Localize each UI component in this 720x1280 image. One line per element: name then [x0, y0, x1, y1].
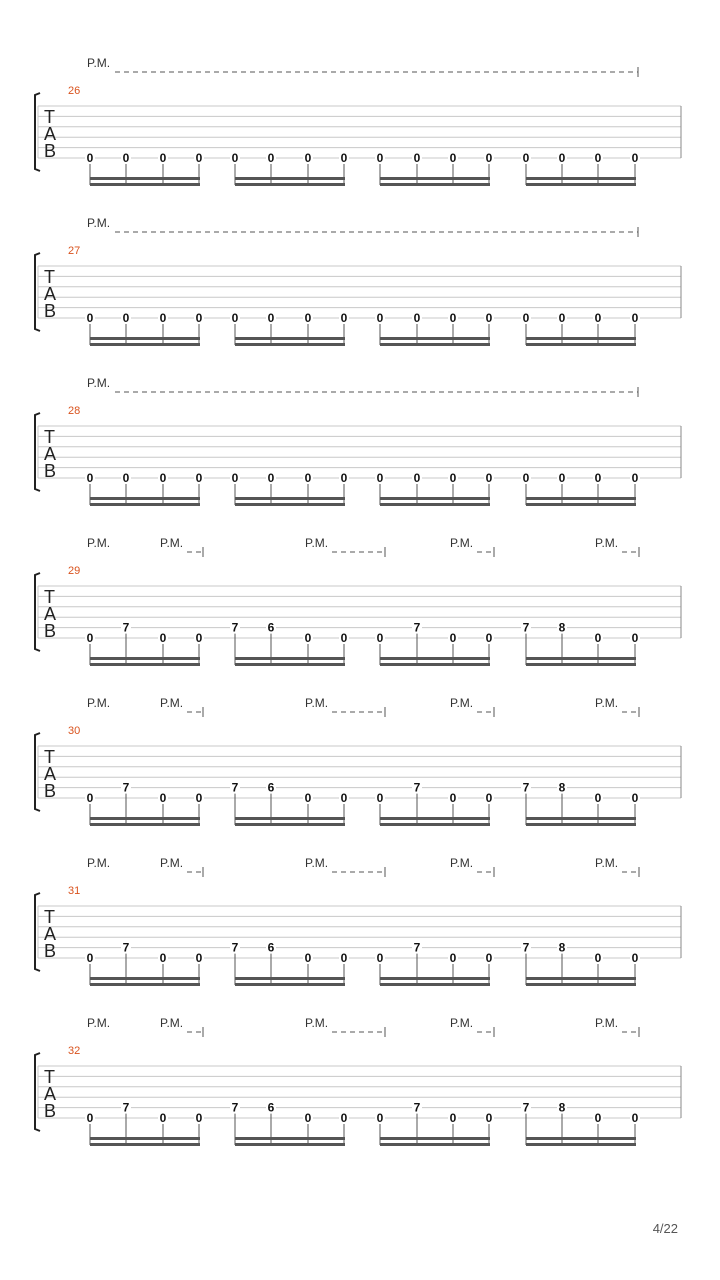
fret-number: 6 [267, 780, 275, 795]
fret-number: 0 [594, 1111, 602, 1125]
fret-number: 0 [304, 311, 312, 325]
beam-primary [235, 1137, 345, 1140]
beam-primary [526, 177, 636, 180]
beam-primary [380, 1137, 490, 1140]
beam-primary [526, 337, 636, 340]
beam-secondary [380, 1143, 490, 1146]
palm-mute-label: P.M. [595, 696, 619, 710]
fret-number: 0 [449, 631, 457, 645]
fret-number: 0 [558, 311, 566, 325]
fret-number: 0 [304, 791, 312, 805]
palm-mute-label: P.M. [87, 696, 111, 710]
beam-secondary [526, 663, 636, 666]
beam-secondary [235, 663, 345, 666]
fret-number: 0 [231, 471, 239, 485]
fret-number: 7 [413, 620, 421, 635]
beam-primary [90, 977, 200, 980]
fret-number: 0 [86, 471, 94, 485]
beam-primary [380, 817, 490, 820]
fret-number: 6 [267, 620, 275, 635]
beam-primary [90, 177, 200, 180]
palm-mute-label: P.M. [305, 1016, 329, 1030]
tab-system-26 [35, 56, 681, 186]
fret-number: 7 [522, 780, 530, 795]
beam-primary [526, 1137, 636, 1140]
fret-number: 0 [340, 951, 348, 965]
tab-clef-letter: T [44, 267, 55, 287]
fret-number: 0 [631, 631, 639, 645]
beam-secondary [90, 183, 200, 186]
beam-secondary [526, 983, 636, 986]
fret-number: 0 [122, 471, 130, 485]
fret-number: 0 [195, 151, 203, 165]
tab-system-27 [35, 216, 681, 346]
beam-primary [380, 497, 490, 500]
beam-secondary [380, 983, 490, 986]
beam-secondary [380, 503, 490, 506]
palm-mute-label: P.M. [87, 216, 111, 230]
fret-number: 0 [449, 951, 457, 965]
beam-primary [90, 657, 200, 660]
tab-clef-letter: A [44, 1084, 57, 1104]
tab-system-30 [35, 696, 681, 826]
fret-number: 8 [558, 940, 566, 955]
fret-number: 0 [340, 471, 348, 485]
palm-mute-label: P.M. [450, 536, 474, 550]
fret-number: 0 [195, 631, 203, 645]
fret-number: 0 [195, 791, 203, 805]
beam-primary [526, 977, 636, 980]
beam-primary [90, 497, 200, 500]
fret-number: 0 [594, 791, 602, 805]
fret-number: 0 [231, 151, 239, 165]
fret-number: 0 [413, 151, 421, 165]
fret-number: 0 [376, 311, 384, 325]
fret-number: 0 [231, 311, 239, 325]
fret-number: 0 [86, 951, 94, 965]
tab-clef-letter: B [44, 941, 57, 961]
fret-number: 7 [231, 1100, 239, 1115]
fret-number: 0 [159, 1111, 167, 1125]
fret-number: 0 [86, 151, 94, 165]
beam-secondary [235, 503, 345, 506]
beam-primary [90, 817, 200, 820]
beam-primary [380, 977, 490, 980]
tab-clef-letter: A [44, 284, 57, 304]
fret-number: 6 [267, 1100, 275, 1115]
tab-clef-letter: B [44, 301, 57, 321]
fret-number: 7 [522, 620, 530, 635]
beam-secondary [235, 343, 345, 346]
fret-number: 0 [631, 151, 639, 165]
fret-number: 0 [267, 311, 275, 325]
palm-mute-label: P.M. [595, 536, 619, 550]
tab-system-31 [35, 856, 681, 986]
fret-number: 0 [558, 151, 566, 165]
palm-mute-label: P.M. [87, 1016, 111, 1030]
fret-number: 0 [86, 1111, 94, 1125]
beam-secondary [380, 343, 490, 346]
tab-clef-letter: B [44, 621, 57, 641]
tab-clef-letter: T [44, 747, 55, 767]
bar-number: 26 [68, 85, 81, 97]
fret-number: 7 [231, 620, 239, 635]
fret-number: 0 [522, 471, 530, 485]
bar-number: 30 [68, 725, 81, 737]
beam-primary [90, 1137, 200, 1140]
fret-number: 0 [86, 311, 94, 325]
fret-number: 0 [449, 471, 457, 485]
fret-number: 0 [631, 791, 639, 805]
fret-number: 0 [195, 1111, 203, 1125]
fret-number: 0 [267, 471, 275, 485]
beam-secondary [90, 343, 200, 346]
fret-number: 0 [340, 151, 348, 165]
bar-number: 32 [68, 1045, 81, 1057]
fret-number: 0 [485, 151, 493, 165]
palm-mute-label: P.M. [450, 696, 474, 710]
fret-number: 0 [122, 151, 130, 165]
beam-secondary [526, 343, 636, 346]
tab-system-32 [35, 1016, 681, 1146]
fret-number: 0 [594, 631, 602, 645]
fret-number: 0 [522, 151, 530, 165]
beam-secondary [90, 823, 200, 826]
beam-primary [235, 977, 345, 980]
fret-number: 8 [558, 1100, 566, 1115]
fret-number: 0 [304, 631, 312, 645]
fret-number: 0 [594, 951, 602, 965]
beam-secondary [380, 183, 490, 186]
beam-primary [235, 337, 345, 340]
bar-number: 28 [68, 405, 81, 417]
fret-number: 7 [231, 940, 239, 955]
beam-primary [90, 337, 200, 340]
fret-number: 0 [195, 471, 203, 485]
palm-mute-label: P.M. [160, 696, 184, 710]
fret-number: 0 [485, 791, 493, 805]
beam-secondary [526, 1143, 636, 1146]
fret-number: 7 [522, 940, 530, 955]
fret-number: 0 [485, 1111, 493, 1125]
fret-number: 0 [485, 951, 493, 965]
tab-clef-letter: T [44, 907, 55, 927]
fret-number: 7 [122, 780, 130, 795]
fret-number: 0 [304, 471, 312, 485]
palm-mute-label: P.M. [450, 856, 474, 870]
beam-primary [526, 497, 636, 500]
fret-number: 0 [159, 151, 167, 165]
fret-number: 7 [413, 780, 421, 795]
palm-mute-label: P.M. [305, 856, 329, 870]
beam-primary [380, 657, 490, 660]
fret-number: 7 [122, 620, 130, 635]
palm-mute-label: P.M. [87, 536, 111, 550]
beam-secondary [380, 663, 490, 666]
fret-number: 0 [86, 631, 94, 645]
fret-number: 0 [631, 311, 639, 325]
tab-clef-letter: A [44, 924, 57, 944]
palm-mute-label: P.M. [450, 1016, 474, 1030]
fret-number: 0 [340, 1111, 348, 1125]
fret-number: 0 [376, 471, 384, 485]
tab-clef-letter: B [44, 781, 57, 801]
fret-number: 0 [304, 951, 312, 965]
tab-clef-letter: T [44, 427, 55, 447]
fret-number: 7 [413, 940, 421, 955]
beam-secondary [380, 823, 490, 826]
fret-number: 0 [340, 791, 348, 805]
fret-number: 0 [376, 791, 384, 805]
bar-number: 29 [68, 565, 81, 577]
tab-clef-letter: A [44, 124, 57, 144]
beam-secondary [235, 183, 345, 186]
tab-clef-letter: A [44, 764, 57, 784]
fret-number: 0 [413, 471, 421, 485]
bar-number: 31 [68, 885, 81, 897]
tab-clef-letter: B [44, 1101, 57, 1121]
fret-number: 0 [86, 791, 94, 805]
fret-number: 0 [449, 151, 457, 165]
fret-number: 0 [122, 311, 130, 325]
beam-secondary [90, 663, 200, 666]
fret-number: 8 [558, 780, 566, 795]
fret-number: 0 [413, 311, 421, 325]
beam-primary [526, 657, 636, 660]
fret-number: 0 [631, 471, 639, 485]
fret-number: 0 [376, 1111, 384, 1125]
fret-number: 0 [195, 311, 203, 325]
page-number: 4/22 [652, 1221, 678, 1236]
fret-number: 0 [631, 951, 639, 965]
beam-primary [380, 177, 490, 180]
tab-clef-letter: T [44, 587, 55, 607]
fret-number: 0 [449, 791, 457, 805]
beam-secondary [235, 983, 345, 986]
fret-number: 0 [304, 1111, 312, 1125]
fret-number: 0 [159, 631, 167, 645]
tab-clef-letter: T [44, 107, 55, 127]
fret-number: 0 [631, 1111, 639, 1125]
fret-number: 0 [340, 631, 348, 645]
beam-primary [235, 817, 345, 820]
beam-primary [235, 657, 345, 660]
palm-mute-label: P.M. [87, 56, 111, 70]
fret-number: 0 [376, 151, 384, 165]
fret-number: 0 [449, 1111, 457, 1125]
tab-clef-letter: T [44, 1067, 55, 1087]
beam-primary [235, 177, 345, 180]
beam-primary [380, 337, 490, 340]
tab-clef-letter: B [44, 141, 57, 161]
beam-secondary [526, 823, 636, 826]
beam-secondary [526, 183, 636, 186]
bar-number: 27 [68, 245, 81, 257]
beam-secondary [526, 503, 636, 506]
fret-number: 0 [304, 151, 312, 165]
fret-number: 0 [594, 471, 602, 485]
fret-number: 6 [267, 940, 275, 955]
fret-number: 7 [231, 780, 239, 795]
fret-number: 0 [159, 951, 167, 965]
beam-secondary [235, 1143, 345, 1146]
fret-number: 8 [558, 620, 566, 635]
fret-number: 0 [558, 471, 566, 485]
palm-mute-label: P.M. [595, 1016, 619, 1030]
tab-clef-letter: B [44, 461, 57, 481]
fret-number: 7 [122, 1100, 130, 1115]
palm-mute-label: P.M. [305, 696, 329, 710]
tab-system-28 [35, 376, 681, 506]
fret-number: 0 [159, 311, 167, 325]
beam-primary [235, 497, 345, 500]
fret-number: 0 [376, 951, 384, 965]
tab-clef-letter: A [44, 444, 57, 464]
palm-mute-label: P.M. [87, 376, 111, 390]
palm-mute-label: P.M. [305, 536, 329, 550]
fret-number: 0 [522, 311, 530, 325]
fret-number: 0 [376, 631, 384, 645]
palm-mute-label: P.M. [160, 1016, 184, 1030]
palm-mute-label: P.M. [160, 856, 184, 870]
beam-secondary [90, 983, 200, 986]
beam-secondary [235, 823, 345, 826]
fret-number: 7 [522, 1100, 530, 1115]
fret-number: 0 [594, 311, 602, 325]
fret-number: 0 [449, 311, 457, 325]
fret-number: 0 [485, 631, 493, 645]
palm-mute-label: P.M. [160, 536, 184, 550]
palm-mute-label: P.M. [595, 856, 619, 870]
tab-system-29 [35, 536, 681, 666]
fret-number: 0 [485, 471, 493, 485]
fret-number: 0 [267, 151, 275, 165]
fret-number: 0 [159, 471, 167, 485]
fret-number: 0 [594, 151, 602, 165]
fret-number: 0 [485, 311, 493, 325]
beam-secondary [90, 1143, 200, 1146]
palm-mute-label: P.M. [87, 856, 111, 870]
fret-number: 0 [340, 311, 348, 325]
fret-number: 7 [122, 940, 130, 955]
fret-number: 7 [413, 1100, 421, 1115]
beam-primary [526, 817, 636, 820]
fret-number: 0 [195, 951, 203, 965]
tab-clef-letter: A [44, 604, 57, 624]
beam-secondary [90, 503, 200, 506]
fret-number: 0 [159, 791, 167, 805]
